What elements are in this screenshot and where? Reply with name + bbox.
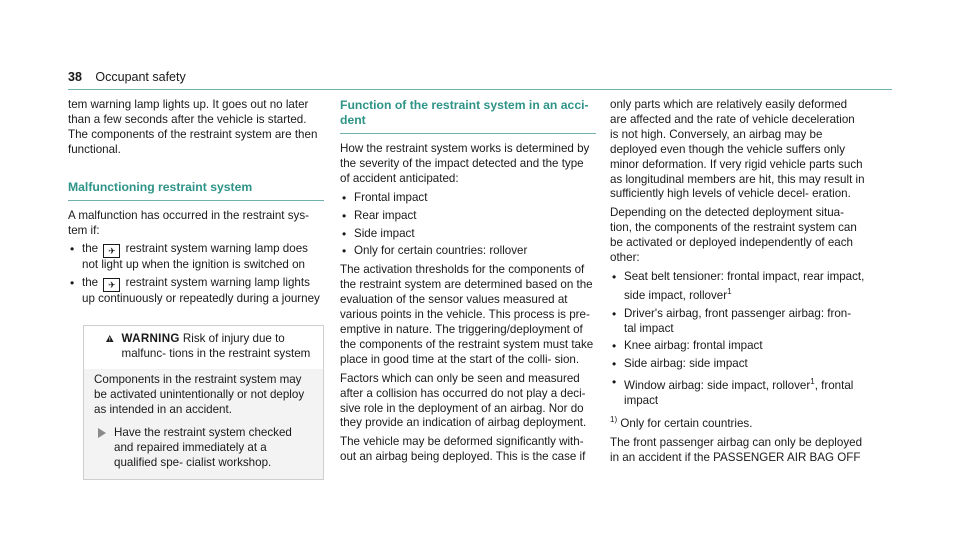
footnote: $^{1)}$ Only for certain countries. bbox=[610, 414, 753, 430]
warning-triangle-icon bbox=[106, 332, 114, 345]
warning-text: Components in the restraint system may be activated unintentionally or not deploy as intended in an accident. bbox=[94, 373, 305, 416]
column-1 bbox=[68, 98, 324, 480]
function-paragraph-2: The activation thresholds for the components of the restraint system are determined based on the evaluation of the sensor values measured at various points in the vehicle. This process is pre- emptive in nature. The triggering/deployment of the components of the restraint system must take place in good time at the start of the colli- sion. bbox=[340, 263, 594, 366]
list-item: • Seat belt tensioner: frontal impact, rear impact, side impact, rollover$^1$ bbox=[610, 270, 866, 304]
column-3 bbox=[610, 98, 866, 470]
warning-box bbox=[83, 325, 324, 479]
malfunction-list bbox=[68, 242, 324, 307]
airbag-warning-lamp-icon: ✈ bbox=[103, 278, 120, 292]
warning-header bbox=[84, 326, 323, 369]
list-item: • the ✈ restraint system warning lamp lights up continuously or repeatedly during a journey bbox=[68, 276, 324, 307]
page-header bbox=[68, 70, 186, 84]
function-paragraph-1: How the restraint system works is determined by the severity of the impact detected and the type of accident anticipated: bbox=[340, 142, 590, 185]
malfunction-heading: Malfunctioning restraint system bbox=[68, 180, 324, 201]
list-item: • Window airbag: side impact, rollover$^1$, frontal impact bbox=[610, 375, 866, 409]
warning-title-text: Risk of injury due to malfunc- tions in the restraint system bbox=[121, 332, 311, 361]
airbag-warning-lamp-icon: ✈ bbox=[103, 244, 120, 258]
deformation-paragraph: only parts which are relatively easily deformed are affected and the rate of vehicle deceleration is not high. Conversely, an airbag may be deployed even though the vehicle suffers only minor deformation. If very rigid vehicle parts such as longitudinal members are hit, this may result in sufficiently high levels of vehicle decel- eration. bbox=[610, 98, 865, 201]
function-heading: Function of the restraint system in an acci- dent bbox=[340, 98, 596, 134]
list-item: • Knee airbag: frontal impact bbox=[610, 339, 866, 354]
function-paragraph-3: Factors which can only be seen and measured after a collision has occurred do not play a deci- sive role in the deployment of an airbag. Nor do they provide an indication of airbag deployment. bbox=[340, 371, 587, 430]
column-2 bbox=[340, 98, 596, 469]
intro-paragraph: tem warning lamp lights up. It goes out no later than a few seconds after the vehicle is started. The components of the restraint system are then functional. bbox=[68, 98, 318, 156]
component-list bbox=[610, 270, 866, 409]
header-rule bbox=[68, 89, 892, 90]
list-item: • Side airbag: side impact bbox=[610, 357, 866, 372]
warning-step: Have the restraint system checked and repaired immediately at a qualified spe- cialist workshop. bbox=[94, 426, 313, 471]
function-paragraph-4: The vehicle may be deformed significantly with- out an airbag being deployed. This is the case if bbox=[340, 435, 586, 464]
list-item: • Rear impact bbox=[340, 209, 596, 224]
impact-list bbox=[340, 191, 596, 260]
page-number: 38 bbox=[68, 70, 82, 84]
warning-title: WARNING bbox=[121, 332, 180, 346]
arrow-right-icon bbox=[98, 428, 106, 438]
footnote-ref: 1 bbox=[727, 286, 732, 296]
section-title: Occupant safety bbox=[95, 70, 186, 84]
footnote-mark: 1) bbox=[610, 414, 618, 424]
deployment-paragraph: Depending on the detected deployment situa- tion, the components of the restraint system can be activated or deployed independently of each other: bbox=[610, 206, 857, 265]
malfunction-lead: A malfunction has occurred in the restraint sys- tem if: bbox=[68, 208, 310, 237]
list-item: • the ✈ restraint system warning lamp does not light up when the ignition is switched on bbox=[68, 242, 324, 273]
warning-body bbox=[84, 369, 323, 478]
footnote-ref: 1 bbox=[810, 377, 815, 387]
passenger-airbag-paragraph: The front passenger airbag can only be deployed in an accident if the PASSENGER AIR BAG OFF bbox=[610, 435, 863, 464]
list-item: • Side impact bbox=[340, 227, 596, 242]
list-item: • Driver's airbag, front passenger airbag: fron- tal impact bbox=[610, 307, 866, 337]
list-item: • Only for certain countries: rollover bbox=[340, 244, 596, 259]
list-item: • Frontal impact bbox=[340, 191, 596, 206]
